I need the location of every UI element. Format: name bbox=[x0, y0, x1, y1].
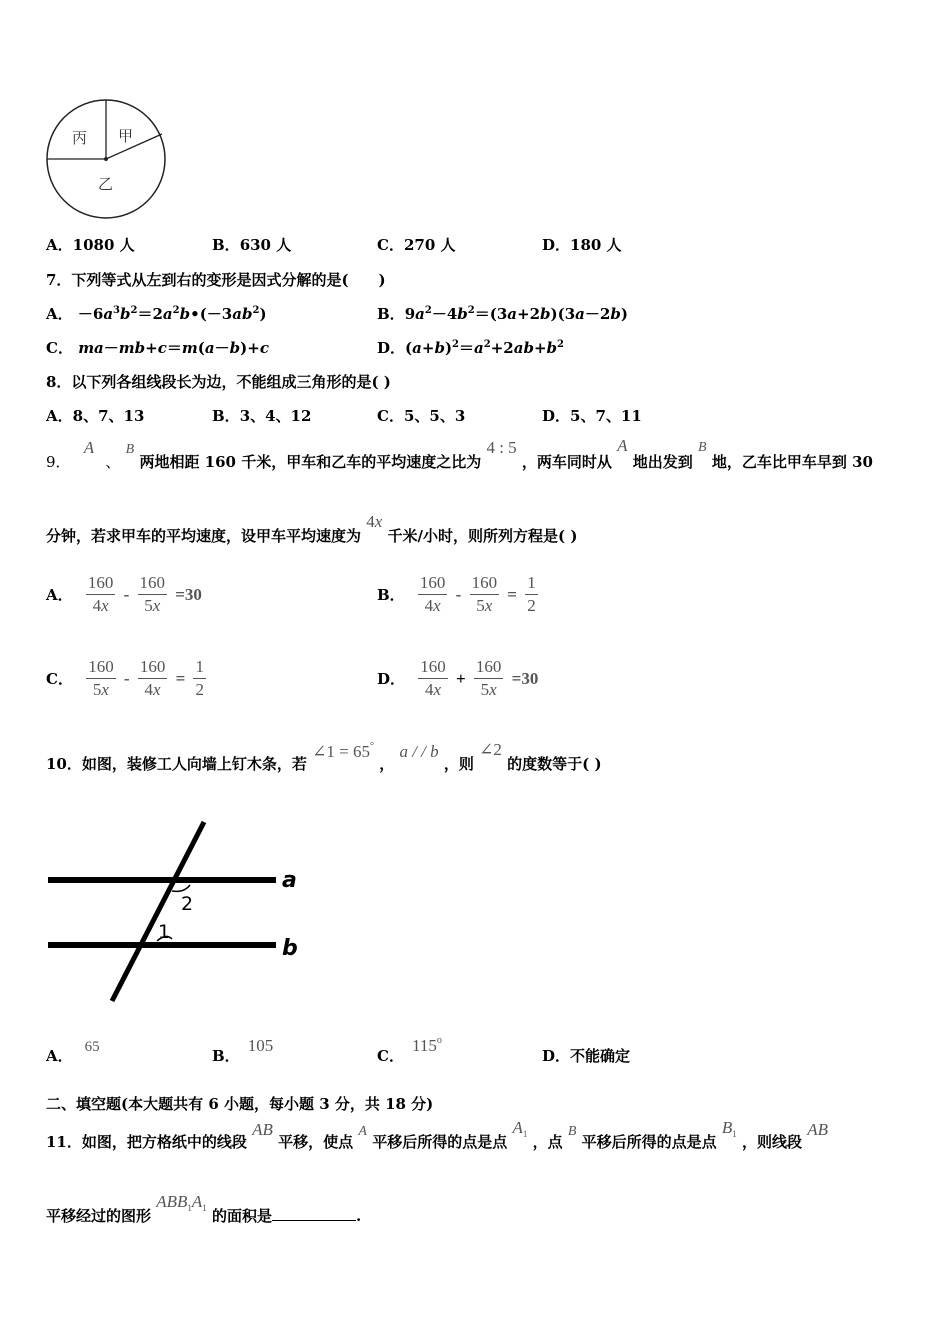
q8-option-b[interactable]: B．3、4、12 bbox=[212, 407, 312, 425]
q7-option-b[interactable]: B．$9a^2-4b^2=(3a+2b)(3a-2b)$ bbox=[377, 305, 628, 323]
answer-blank[interactable] bbox=[272, 1206, 356, 1221]
q8-option-c[interactable]: C．5、5、3 bbox=[377, 407, 466, 425]
q9-option-b[interactable]: B． $\frac{160}{4x}$ - $\frac{160}{5x}$ = $\frac{1}{2}$ bbox=[377, 573, 536, 615]
pie-label-jia: 甲 bbox=[118, 127, 134, 145]
q8-option-a[interactable]: A．8、7、13 bbox=[46, 407, 145, 425]
pie-center bbox=[104, 157, 108, 161]
fraction: $\frac{160}{5x}$ bbox=[139, 573, 166, 615]
q10-option-c[interactable]: C．115$^o$ bbox=[377, 1035, 442, 1065]
pie-figure bbox=[40, 95, 175, 225]
q6-option-b[interactable]: B．630 人 bbox=[212, 236, 292, 254]
q10-stem: 10．如图，装修工人向墙上钉木条，若 ∠1 = 65° ， a / / b ，则 ∠2 的度数等于( ) bbox=[46, 740, 602, 773]
q10-option-d[interactable]: D．不能确定 bbox=[542, 1047, 631, 1065]
fraction: $\frac{160}{5x}$ bbox=[475, 657, 502, 699]
pie-label-bing: 丙 bbox=[72, 129, 88, 147]
q6-option-a[interactable]: A．1080 人 bbox=[46, 236, 135, 254]
q7-stem: 7．下列等式从左到右的变形是因式分解的是( ) bbox=[46, 271, 386, 289]
q8-stem: 8．以下列各组线段长为边，不能组成三角形的是( ) bbox=[46, 373, 391, 391]
pie-label-yi: 乙 bbox=[98, 175, 114, 193]
q8-option-d[interactable]: D．5、7、11 bbox=[542, 407, 642, 425]
section-2-title: 二、填空题(本大题共有 6 小题，每小题 3 分，共 18 分) bbox=[46, 1095, 434, 1113]
label-angle-1: 1 bbox=[158, 921, 171, 943]
q9-option-c[interactable]: C． $\frac{160}{5x}$ - $\frac{160}{4x}$ = $\frac{1}{2}$ bbox=[46, 657, 204, 699]
pie-divider-right bbox=[106, 134, 162, 159]
q9-line2: 分钟，若求甲车的平均速度，设甲车平均速度为 4x 千米/小时，则所列方程是( ) bbox=[46, 512, 578, 545]
q11-line1: 11．如图，把方格纸中的线段 AB 平移，使点 A 平移后所得的点是点 A1 ，点 B 平移后所得的点是点 B1 ，则线段 AB bbox=[46, 1118, 829, 1151]
fraction: $\frac{160}{5x}$ bbox=[88, 657, 114, 699]
q7-option-d[interactable]: D．$(a+b)^2=a^2+2ab+b^2$ bbox=[377, 339, 565, 357]
q9-option-d[interactable]: D． $\frac{160}{4x}$ + $\frac{160}{5x}$ =30 bbox=[377, 657, 539, 699]
fraction: $\frac{160}{4x}$ bbox=[139, 657, 166, 699]
q7-option-c[interactable]: C． ma－mb+c＝m(a－b)+c bbox=[46, 339, 269, 357]
fraction: $\frac{160}{4x}$ bbox=[419, 573, 446, 615]
q10-option-a[interactable]: A． 65 bbox=[46, 1039, 100, 1065]
parallel-lines-figure bbox=[44, 815, 314, 1007]
label-a: a bbox=[282, 868, 297, 893]
fraction: $\frac{160}{5x}$ bbox=[471, 573, 498, 615]
fraction: $\frac{1}{2}$ bbox=[195, 657, 204, 699]
q9-option-a[interactable]: A． $\frac{160}{4x}$ - $\frac{160}{5x}$ =30 bbox=[46, 573, 202, 615]
q11-line2: 平移经过的图形 $ABB_1A_1$ 的面积是 . bbox=[46, 1192, 362, 1225]
q6-option-d[interactable]: D．180 人 bbox=[542, 236, 622, 254]
q7-option-a[interactable]: A． $-6a^3b^2=2a^2b•(-3ab^2)$ bbox=[46, 305, 267, 323]
angle-2-arc bbox=[172, 885, 190, 891]
q10-option-b[interactable]: B．105 bbox=[212, 1036, 274, 1065]
fraction: $\frac{1}{2}$ bbox=[527, 573, 536, 615]
label-b: b bbox=[282, 936, 298, 961]
q9-line1: 9． A 、 B 两地相距 160 千米，甲车和乙车的平均速度之比为 4 : 5 ，两车同时从 A 地出发到 B 地，乙车比甲车早到 30 bbox=[46, 436, 873, 471]
fraction: $\frac{160}{4x}$ bbox=[87, 573, 114, 615]
q6-option-c[interactable]: C．270 人 bbox=[377, 236, 456, 254]
fraction: $\frac{160}{4x}$ bbox=[420, 657, 446, 699]
label-angle-2: 2 bbox=[181, 893, 194, 915]
